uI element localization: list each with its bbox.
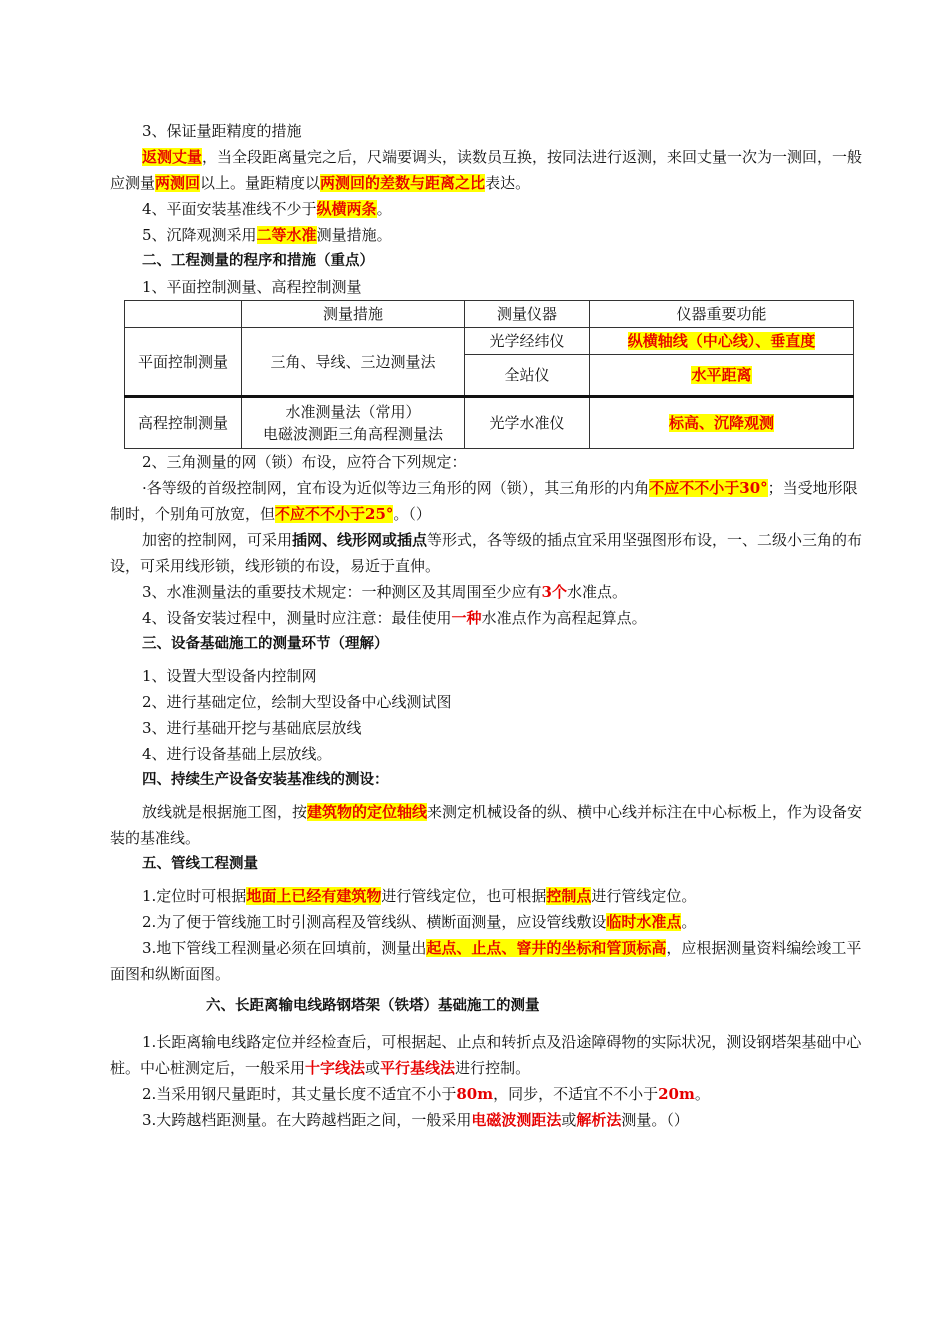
- table-header-cell: 测量措施: [242, 301, 465, 328]
- text: 以上。量距精度以: [200, 174, 321, 192]
- emphasis-text: 平行基线法: [380, 1059, 456, 1077]
- list-item: 2、进行基础定位，绘制大型设备中心线测试图: [142, 693, 452, 711]
- paragraph-settlement: [110, 222, 870, 248]
- text: 1.长距离输电线路定位并经检查后，可根据起、止点和转折点及沿途障碍物的实际状况，测设钢塔架基础中心桩。中心桩测定后，一般采用: [110, 1033, 862, 1077]
- table-cell: 三角、导线、三边测量法: [242, 328, 465, 397]
- table-cell: [590, 397, 854, 449]
- table-row: [125, 397, 854, 449]
- highlight-text: 不应不不小于25°: [275, 505, 394, 523]
- paragraph-baseline: [110, 196, 870, 222]
- text: 4、平面安装基准线不少于: [142, 200, 317, 218]
- text: 测量。（）: [621, 1111, 689, 1129]
- text: 表达。: [485, 174, 531, 192]
- text: 水准点。: [566, 583, 627, 601]
- highlight-text: 起点、止点、窨井的坐标和管顶标高: [426, 939, 667, 957]
- emphasis-text: 解析法: [576, 1111, 622, 1129]
- paragraph-ranging-title: [110, 118, 870, 144]
- highlight-text: 建筑物的定位轴线: [307, 803, 428, 821]
- highlight-text: 临时水准点: [606, 913, 682, 931]
- highlight-text: 两测回: [155, 174, 201, 192]
- table-header-cell: 仪器重要功能: [590, 301, 854, 328]
- paragraph-triangle-rule: [110, 475, 870, 527]
- highlight-text: 地面上已经有建筑物: [246, 887, 382, 905]
- text: 进行管线定位。: [591, 887, 697, 905]
- text: 测量措施。: [316, 226, 392, 244]
- section-heading: 四、持续生产设备安装基准线的测设：: [142, 772, 389, 788]
- highlight-text: 二等水准: [256, 226, 317, 244]
- text: 水准测量法（常用）: [285, 403, 421, 421]
- paragraph-item: 1、平面控制测量、高程控制测量: [142, 278, 362, 296]
- text: 电磁波测距三角高程测量法: [262, 425, 443, 443]
- document-body: [110, 118, 870, 1133]
- text: 2.当采用钢尺量距时，其丈量长度不适宜不小于: [142, 1085, 457, 1103]
- emphasis-text: 3个: [541, 583, 567, 601]
- paragraph-elevation-origin: [110, 605, 870, 631]
- section-heading: 三、设备基础施工的测量环节（理解）: [142, 636, 389, 652]
- text: 放线就是根据施工图，按: [142, 803, 308, 821]
- highlight-text: 两测回的差数与距离之比: [320, 174, 486, 192]
- text: ·各等级的首级控制网，宜布设为近似等边三角形的网（锁），其三角形的内角: [142, 479, 650, 497]
- text: 或: [561, 1111, 577, 1129]
- text: 或: [365, 1059, 381, 1077]
- emphasis-text: 一种: [451, 609, 482, 627]
- list-item: 1、设置大型设备内控制网: [142, 667, 317, 685]
- text: 进行控制。: [455, 1059, 531, 1077]
- text: 水准点作为高程起算点。: [481, 609, 647, 627]
- text: 1.定位时可根据: [142, 887, 247, 905]
- bold-text: 插网、线形网或插点: [292, 531, 428, 549]
- text: ；当受地形限制时，个别角可放宽，但: [110, 479, 858, 523]
- text: 。（）: [393, 505, 431, 523]
- highlight-text: 标高、沉降观测: [668, 414, 774, 432]
- table-header-cell: 测量仪器: [465, 301, 590, 328]
- paragraph-setout: [110, 799, 870, 851]
- emphasis-text: 十字线法: [305, 1059, 366, 1077]
- text: 3、保证量距精度的措施: [142, 122, 302, 140]
- paragraph-return-measure: [110, 144, 870, 196]
- text: 5、沉降观测采用: [142, 226, 257, 244]
- emphasis-text: 20m: [658, 1085, 695, 1103]
- text: 3、水准测量法的重要技术规定：一种测区及其周围至少应有: [142, 583, 542, 601]
- paragraph-tower-1: [110, 1029, 870, 1081]
- paragraph-tower-3: [110, 1107, 870, 1133]
- list-item: 4、进行设备基础上层放线。: [142, 745, 332, 763]
- text: 4、设备安装过程中，测量时应注意：最佳使用: [142, 609, 452, 627]
- table-cell: [590, 328, 854, 355]
- highlight-text: 控制点: [546, 887, 592, 905]
- paragraph-pipeline-3: [110, 935, 870, 987]
- table-cell: 光学经纬仪: [465, 328, 590, 355]
- highlight-text: 水平距离: [691, 366, 752, 384]
- text: 。: [681, 913, 697, 931]
- paragraph-pipeline-1: [110, 883, 870, 909]
- highlight-text: 纵横轴线（中心线）、垂直度: [627, 332, 816, 350]
- paragraph-pipeline-2: [110, 909, 870, 935]
- paragraph-level-points: [110, 579, 870, 605]
- text: ，同步，不适宜不不小于: [493, 1085, 659, 1103]
- table-header-row: [125, 301, 854, 328]
- table-header-cell: [125, 301, 242, 328]
- table-cell: 全站仪: [465, 355, 590, 397]
- text: ，当全段距离量完之后，尺端要调头，读数员互换，按同法进行返测，来回丈量一次为一测回，一般应测量: [110, 148, 863, 192]
- text: ，应根据测量资料编绘竣工平面图和纵断面图。: [110, 939, 862, 983]
- text: 加密的控制网，可采用: [142, 531, 293, 549]
- table-cell: [242, 397, 465, 449]
- text: 3.大跨越档距测量。在大跨越档距之间，一般采用: [142, 1111, 472, 1129]
- text: 来测定机械设备的纵、横中心线并标注在中心标板上，作为设备安装的基准线。: [110, 803, 863, 847]
- table-cell: 高程控制测量: [125, 397, 242, 449]
- highlight-text: 不应不不小于30°: [649, 479, 768, 497]
- list-item: 3、进行基础开挖与基础底层放线: [142, 719, 362, 737]
- highlight-text: 返测丈量: [142, 148, 203, 166]
- table-cell: [590, 355, 854, 397]
- text: 。: [694, 1085, 710, 1103]
- section-heading: 二、工程测量的程序和措施（重点）: [142, 253, 374, 269]
- highlight-text: 纵横两条: [316, 200, 377, 218]
- section-heading: 六、长距离输电线路钢塔架（铁塔）基础施工的测量: [206, 998, 540, 1014]
- table-cell: 光学水准仪: [465, 397, 590, 449]
- text: 3.地下管线工程测量必须在回填前，测量出: [142, 939, 427, 957]
- table-cell: 平面控制测量: [125, 328, 242, 397]
- section-heading: 五、管线工程测量: [142, 856, 258, 872]
- table-row: [125, 328, 854, 355]
- paragraph-tower-2: [110, 1081, 870, 1107]
- emphasis-text: 80m: [456, 1085, 494, 1103]
- paragraph-dense-network: [110, 527, 870, 579]
- text: 等形式，各等级的插点宜采用坚强图形布设，一、二级小三角的布设，可采用线形锁，线形锁的布设，易近于直伸。: [110, 531, 863, 575]
- measurement-table: [124, 300, 854, 449]
- text: 2.为了便于管线施工时引测高程及管线纵、横断面测量，应设管线敷设: [142, 913, 607, 931]
- text: 。: [376, 200, 392, 218]
- emphasis-text: 电磁波测距法: [471, 1111, 562, 1129]
- text: 进行管线定位，也可根据: [381, 887, 547, 905]
- paragraph-item: 2、三角测量的网（锁）布设，应符合下列规定：: [142, 453, 467, 471]
